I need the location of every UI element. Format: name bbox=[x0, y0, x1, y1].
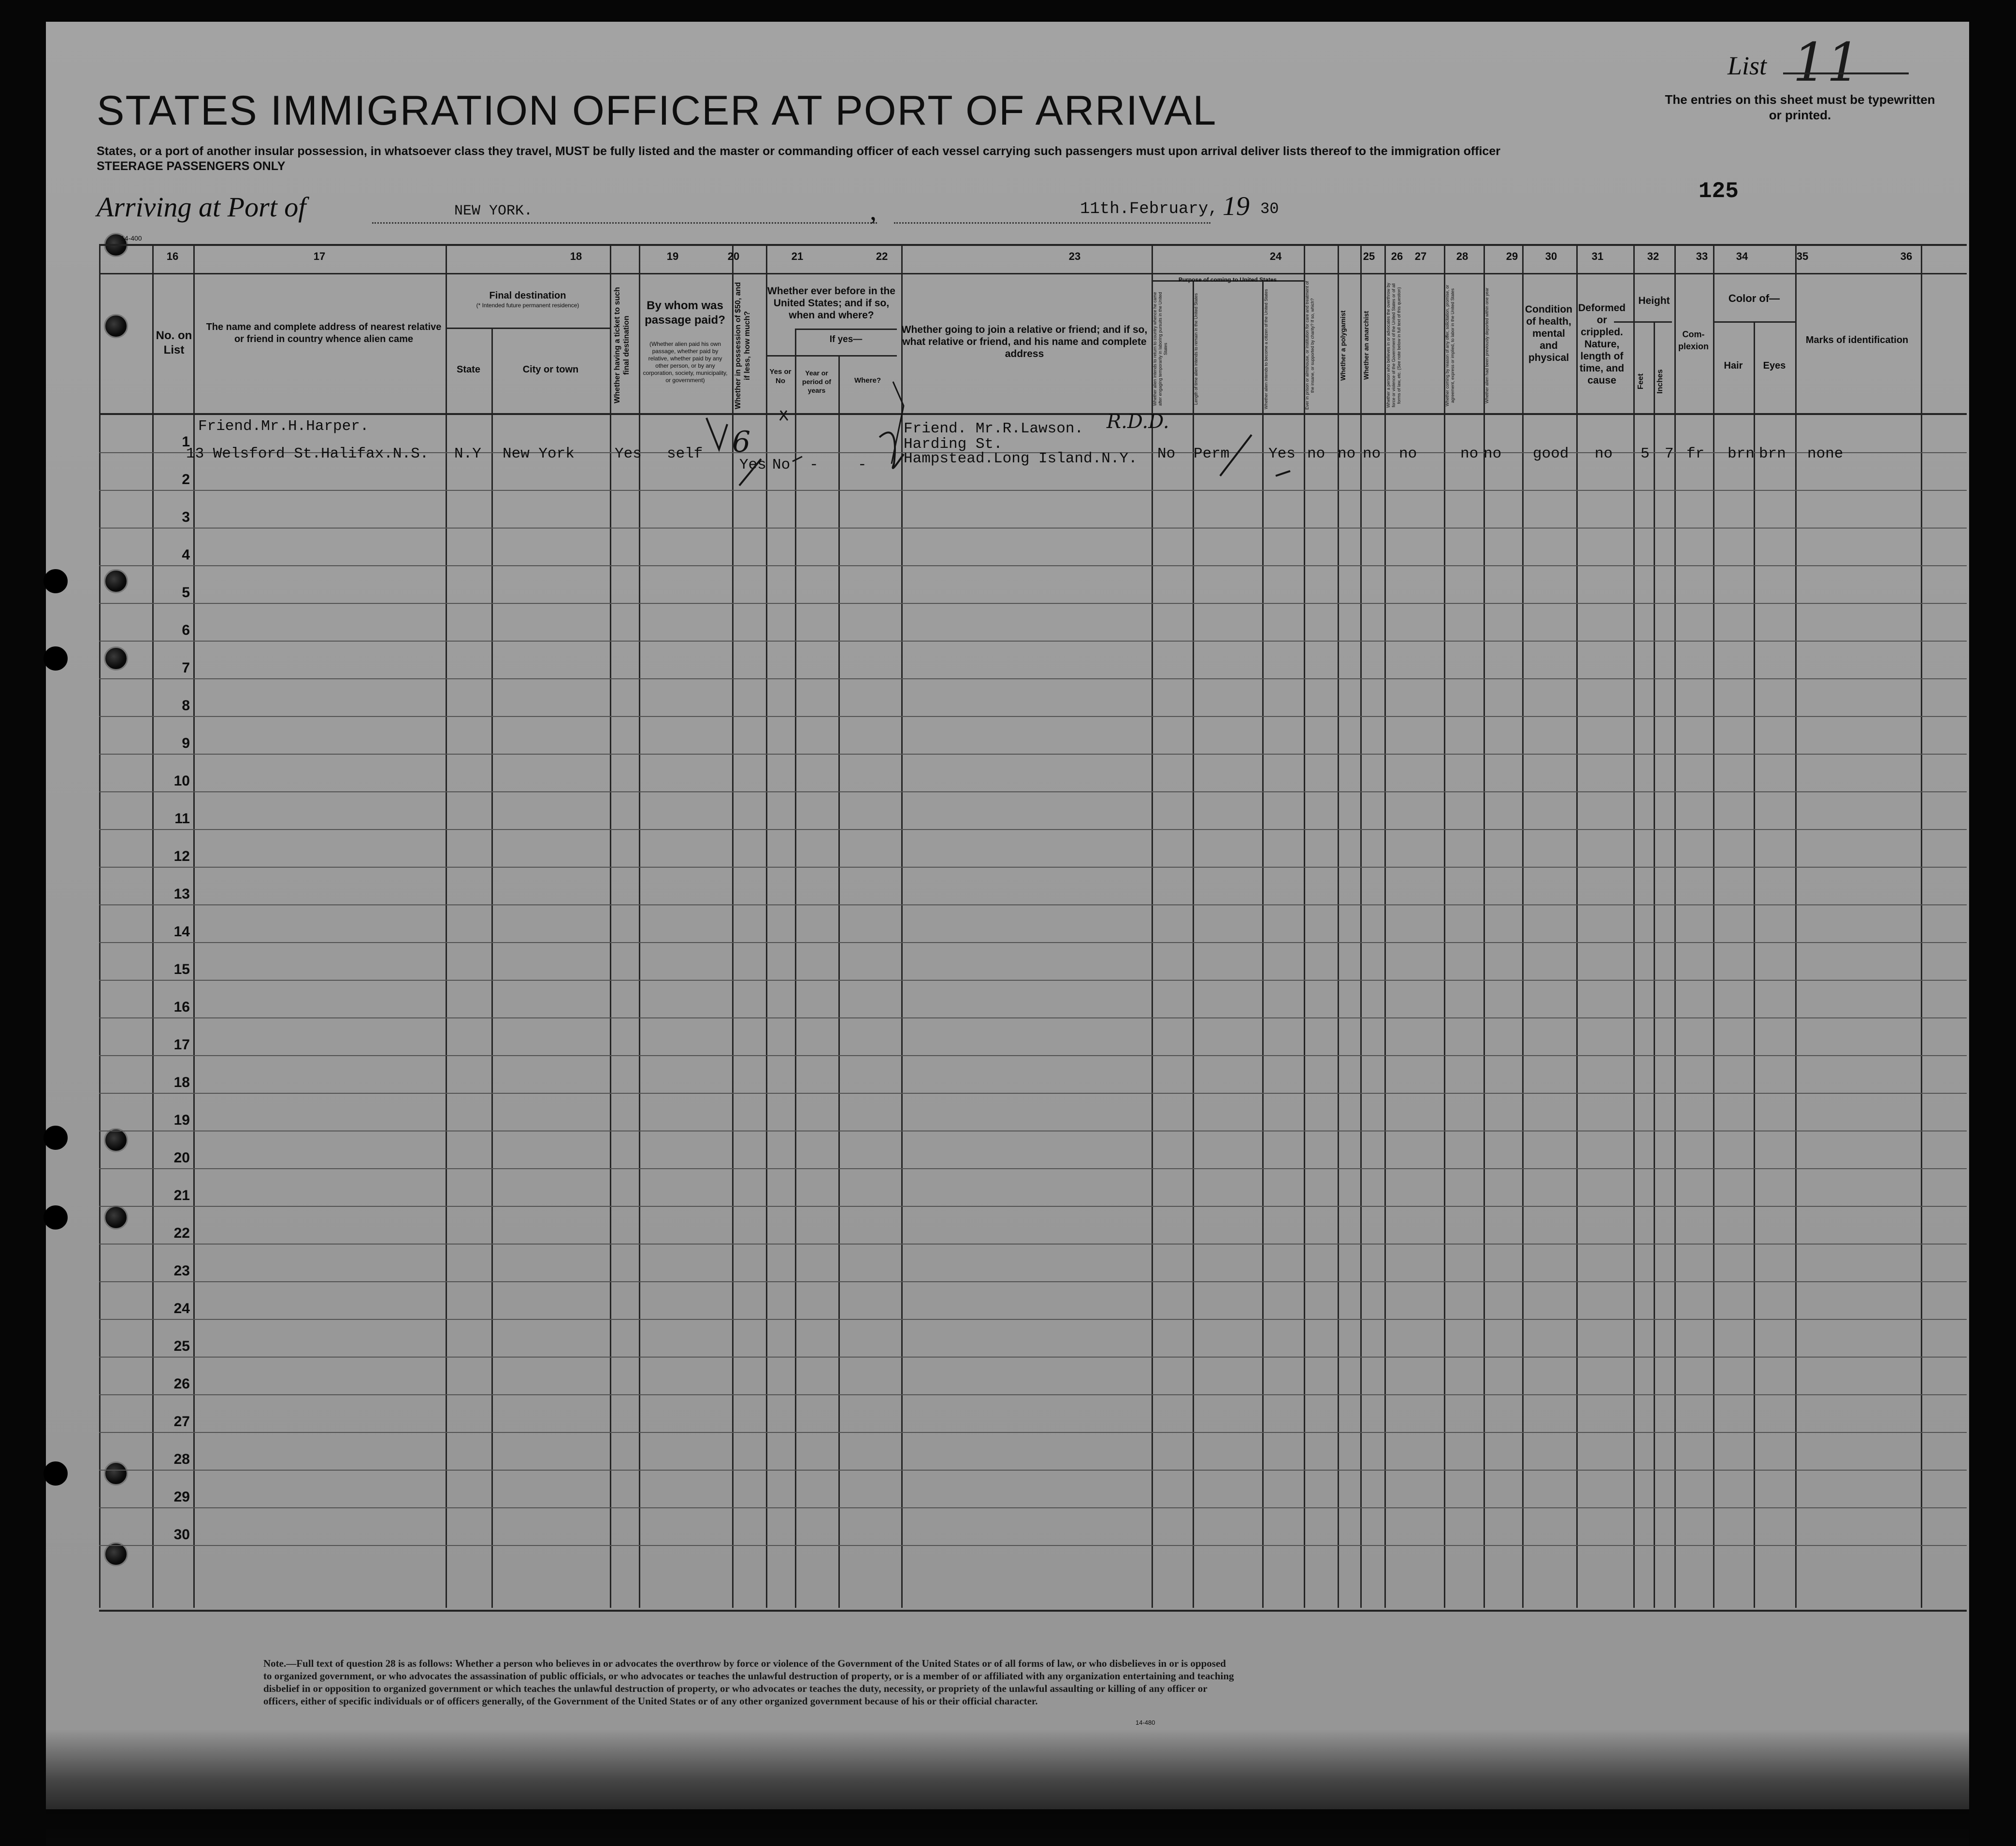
header-labor-offer: Whether coming by reason of any offer, solicitation, promise, or agreement, express or implied, to labor in the United States bbox=[1445, 285, 1455, 406]
header-passage-paid-note: (Whether alien paid his own passage, whether paid by relative, whether paid by any other person, or by any corporation, society, municipality, or government) bbox=[643, 341, 728, 384]
header-height: Height bbox=[1638, 295, 1670, 306]
port-comma: , bbox=[870, 196, 877, 226]
column-number: 27 bbox=[1414, 250, 1427, 262]
column-number: 34 bbox=[1736, 250, 1748, 262]
prison-value: no bbox=[1307, 445, 1325, 462]
before-in-us-value: No bbox=[772, 457, 791, 473]
header-ever-before: Whether ever before in the United States; and if so, when and where? bbox=[767, 286, 895, 321]
destination-city: New York bbox=[503, 445, 575, 462]
row-number: 10 bbox=[173, 773, 190, 789]
eyes-value: brn bbox=[1759, 445, 1786, 462]
header-hair: Hair bbox=[1724, 360, 1743, 371]
header-complexion: Com-plexion bbox=[1678, 329, 1709, 351]
row-number: 8 bbox=[182, 698, 190, 714]
citizen-intent-value: Yes bbox=[1268, 445, 1296, 462]
row-number: 15 bbox=[173, 961, 190, 977]
handwritten-annotation: 6 bbox=[732, 425, 751, 459]
intro-steerage: STEERAGE PASSENGERS ONLY bbox=[97, 159, 286, 173]
row-number: 6 bbox=[182, 622, 190, 638]
header-feet: Feet bbox=[1637, 373, 1645, 390]
column-number: 21 bbox=[791, 250, 804, 262]
overthrow-value: no bbox=[1399, 445, 1417, 462]
list-number: 11 bbox=[1793, 31, 1860, 93]
header-ticket: Whether having a ticket to such final destination bbox=[613, 287, 631, 404]
deported-value: no bbox=[1483, 445, 1502, 462]
column-number: 25 bbox=[1363, 250, 1375, 262]
height-feet-value: 5 bbox=[1641, 445, 1650, 462]
length-of-stay-value: Perm bbox=[1194, 445, 1230, 462]
row-number: 24 bbox=[173, 1301, 190, 1317]
column-number: 22 bbox=[876, 250, 888, 262]
row-number: 5 bbox=[182, 585, 190, 601]
labor-offer-value: no bbox=[1460, 445, 1479, 462]
row-number: 7 bbox=[182, 660, 190, 676]
row-number: 30 bbox=[173, 1527, 190, 1543]
row-number: 25 bbox=[173, 1338, 190, 1354]
sheet-number: 125 bbox=[1699, 179, 1739, 204]
header-if-yes: If yes— bbox=[829, 334, 863, 344]
row-number: 21 bbox=[173, 1188, 190, 1203]
row-number: 3 bbox=[182, 509, 190, 525]
row-number: 26 bbox=[173, 1376, 190, 1392]
handwritten-annotation: R.D.D. bbox=[1107, 411, 1169, 433]
header-overthrow: Whether a person who believes in or advocates the overthrow by force or violence of the Government of the United States or of all forms of law, etc. (See note below in full text of this question) bbox=[1386, 283, 1401, 408]
row-number: 16 bbox=[173, 999, 190, 1015]
header-year-period: Year or period of years bbox=[802, 369, 831, 394]
row-number: 12 bbox=[173, 848, 190, 864]
header-join-relative: Whether going to join a relative or friend; and if so, what relative or friend, and his name and complete address bbox=[901, 324, 1148, 359]
join-friend-town: Hampstead.Long Island.N.Y. bbox=[904, 450, 1138, 467]
health-value: good bbox=[1533, 445, 1569, 462]
header-polygamist: Whether a polygamist bbox=[1339, 310, 1347, 381]
join-friend-name: Friend. Mr.R.Lawson. bbox=[904, 420, 1084, 437]
row-number: 9 bbox=[182, 735, 190, 751]
row-number: 13 bbox=[173, 886, 190, 902]
deformed-value: no bbox=[1595, 445, 1613, 462]
header-anarchist: Whether an anarchist bbox=[1362, 311, 1370, 380]
page-title: STATES IMMIGRATION OFFICER AT PORT OF ARRIVAL bbox=[97, 87, 1217, 134]
row-number: 11 bbox=[174, 811, 190, 827]
marks-value: none bbox=[1807, 445, 1843, 462]
intro-line: States, or a port of another insular possession, in whatsoever class they travel, MUST be fully listed and the master or commanding officer of each vessel carrying such passengers must upon arrival deliver lists thereof to the immigration officer bbox=[97, 144, 1500, 158]
row-number: 18 bbox=[173, 1074, 190, 1090]
height-inches-value: 7 bbox=[1665, 445, 1674, 462]
column-number: 19 bbox=[666, 250, 679, 262]
header-health: Condition of health, mental and physical bbox=[1525, 304, 1572, 363]
row-number: 22 bbox=[173, 1225, 190, 1241]
form-code: 14-400 bbox=[121, 234, 142, 242]
row-number: 29 bbox=[173, 1489, 190, 1505]
column-number: 28 bbox=[1456, 250, 1469, 262]
header-color-of: Color of— bbox=[1728, 292, 1780, 304]
ticket-value: Yes bbox=[615, 445, 642, 462]
header-return-intent: Whether alien intends to return to country whence he came after engaging temporarily in laboring pursuits in the United States bbox=[1152, 292, 1168, 406]
footer-form-code: 14-480 bbox=[1136, 1719, 1155, 1726]
question-28-note: Note.—Full text of question 28 is as follows: Whether a person who believes in or advocates the overthrow by force or violence of the Government of the United States or of all forms of law, or who disbelieves in or is opposed to organized government, or who advocates the assassination of public officials, or who advocates or teaches the unlawful destruction of property, or is a member of or affiliated with any organization entertaining and teaching disbelief in or opposition to organized government or which teaches the unlawful destruction of property, or who advocates or teaches the duty, necessity, or propriety of the unlawful assaulting or killing of any officer or officers, either of specific individuals or of officers generally, of the Government of the United States or of any other organized government because of his or their official character. bbox=[263, 1658, 1234, 1707]
before-year-value: - bbox=[809, 457, 819, 473]
return-intent-value: No bbox=[1157, 445, 1176, 462]
header-where: Where? bbox=[854, 376, 881, 385]
year-suffix: 30 bbox=[1260, 200, 1279, 218]
header-deported: Whether alien had been previously deported within one year bbox=[1484, 287, 1489, 403]
before-where-value: - bbox=[858, 457, 867, 473]
column-number: 29 bbox=[1506, 250, 1518, 262]
row-number: 27 bbox=[173, 1414, 190, 1430]
header-yes-or-no: Yes or No bbox=[769, 368, 792, 385]
header-no-on-list: No. on List bbox=[156, 329, 192, 357]
column-number: 36 bbox=[1900, 250, 1913, 262]
column-number: 35 bbox=[1796, 250, 1809, 262]
polygamist-value: no bbox=[1338, 445, 1356, 462]
row-number: 19 bbox=[173, 1112, 190, 1128]
column-number: 23 bbox=[1068, 250, 1081, 262]
money-value: Yes bbox=[739, 457, 766, 473]
header-marks: Marks of identification bbox=[1805, 335, 1909, 345]
passage-paid-value: self bbox=[667, 445, 703, 462]
header-state: State bbox=[457, 364, 480, 375]
header-passage-paid: By whom was passage paid? bbox=[645, 299, 725, 327]
column-number: 30 bbox=[1545, 250, 1557, 262]
column-number: 26 bbox=[1391, 250, 1403, 262]
column-number: 32 bbox=[1647, 250, 1659, 262]
typewritten-note: The entries on this sheet must be typewritten or printed. bbox=[1665, 92, 1935, 122]
header-nearest-relative: The name and complete address of nearest relative or friend in country whence alien came bbox=[206, 322, 442, 344]
complexion-value: fr bbox=[1686, 445, 1705, 462]
column-number: 33 bbox=[1696, 250, 1708, 262]
year-prefix: 19 bbox=[1223, 191, 1250, 221]
row-number: 14 bbox=[173, 924, 190, 940]
arriving-label: Arriving at Port of bbox=[97, 191, 306, 223]
row-number: 4 bbox=[182, 547, 190, 563]
header-prison: Ever in prison or almshouse, or institution for care and treatment of the insane, or supported by charity? If so, which? bbox=[1305, 281, 1315, 410]
header-purpose: Purpose of coming to United States bbox=[1178, 276, 1277, 283]
column-number: 18 bbox=[570, 250, 582, 262]
column-number: 20 bbox=[727, 250, 740, 262]
relative-name: Friend.Mr.H.Harper. bbox=[198, 418, 369, 435]
header-citizen-intent: Whether alien intends to become a citizen of the United States bbox=[1264, 289, 1268, 409]
list-label: List bbox=[1728, 51, 1767, 80]
destination-state: N.Y bbox=[454, 445, 481, 462]
row-number: 28 bbox=[173, 1451, 190, 1467]
row-number: 20 bbox=[173, 1150, 190, 1166]
row-number: 1 bbox=[182, 434, 190, 450]
port-value: NEW YORK. bbox=[454, 203, 533, 219]
header-inches: Inches bbox=[1656, 369, 1664, 394]
join-friend-street: Harding St. bbox=[904, 436, 1003, 453]
relative-address: 13 Welsford St.Halifax.N.S. bbox=[186, 445, 429, 462]
header-city: City or town bbox=[522, 364, 579, 375]
hair-value: brn bbox=[1728, 445, 1755, 462]
arrival-date: 11th.February, bbox=[1080, 200, 1218, 218]
anarchist-value: no bbox=[1363, 445, 1381, 462]
row-number: 2 bbox=[182, 472, 190, 487]
header-final-destination-sub: (* Intended future permanent residence) bbox=[476, 302, 579, 309]
header-deformed: Deformed or crippled. Nature, length of time, and cause bbox=[1578, 302, 1626, 386]
header-final-destination-title: Final destination bbox=[489, 290, 566, 301]
column-number: 31 bbox=[1591, 250, 1604, 262]
column-number: 24 bbox=[1269, 250, 1282, 262]
header-length-of-stay: Length of time alien intends to remain in the United States bbox=[1194, 293, 1198, 405]
row-number: 23 bbox=[173, 1263, 190, 1279]
header-eyes: Eyes bbox=[1763, 360, 1786, 371]
row-number: 17 bbox=[173, 1037, 190, 1053]
column-number: 16 bbox=[166, 250, 179, 262]
column-number: 17 bbox=[313, 250, 326, 262]
header-fifty-dollars: Whether in possession of $50, and if less, how much? bbox=[734, 282, 751, 409]
